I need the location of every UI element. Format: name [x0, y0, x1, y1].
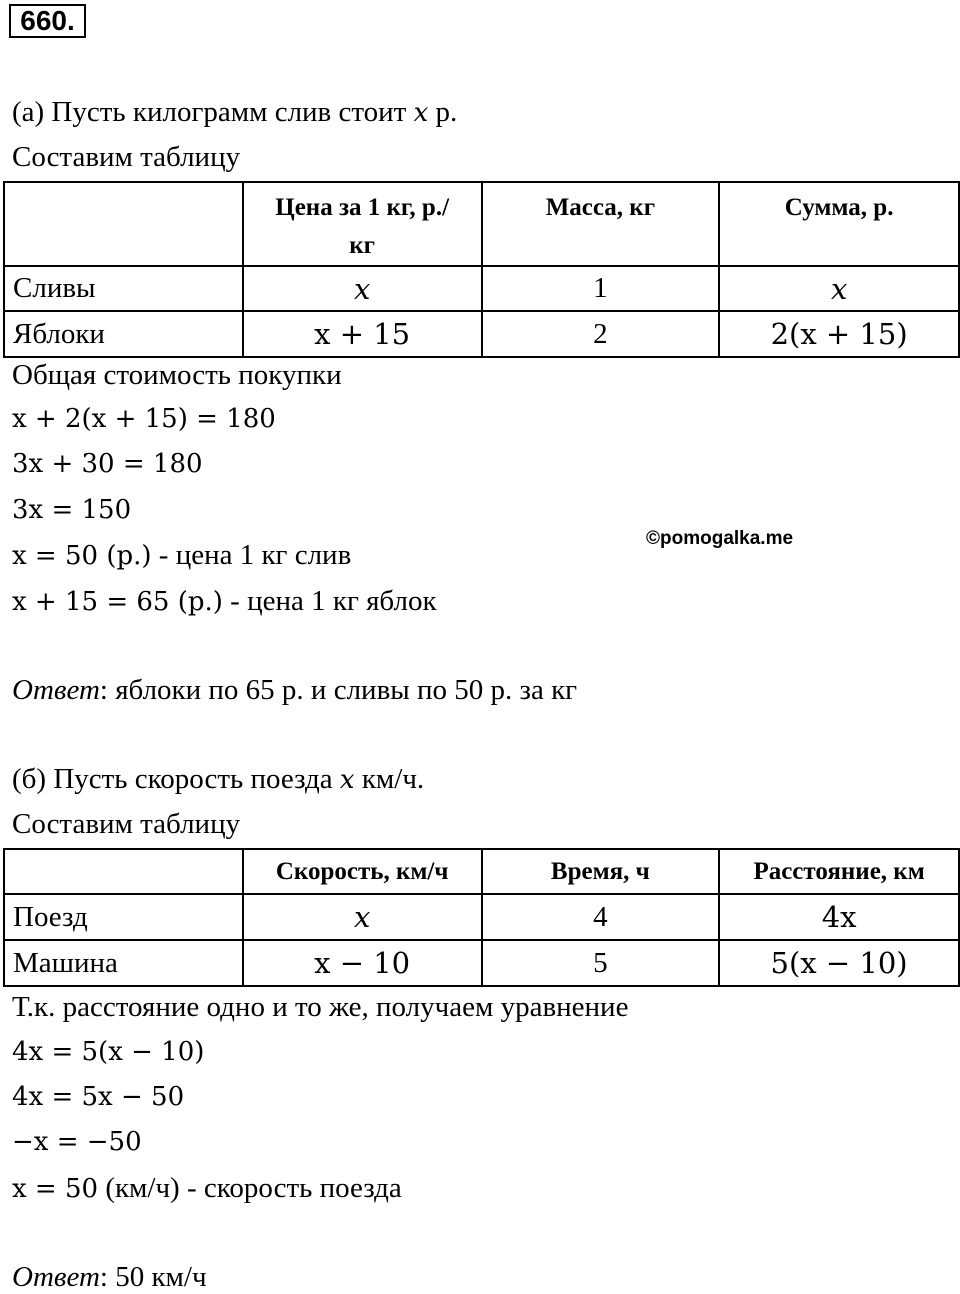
header-cell [4, 182, 243, 266]
table-cell: x + 15 [243, 311, 482, 357]
header-cell: Скорость, км/ч [243, 849, 482, 894]
equation: x + 2(x + 15) = 180 [12, 404, 276, 434]
row-label: Яблоки [4, 311, 243, 357]
part-b-after-table: Т.к. расстояние одно и то же, получаем уравнение [12, 991, 629, 1023]
table-row [4, 266, 959, 311]
row-label: Поезд [4, 894, 243, 940]
table-header-row [4, 182, 959, 266]
result-line: x = 50 (р.) - цена 1 кг слив [12, 539, 352, 571]
table-cell: 1 [482, 266, 720, 311]
var-x: x [339, 765, 355, 795]
part-a-intro: (а) Пусть килограмм слив стоит x р. [12, 96, 458, 128]
watermark: ©pomogalka.me [646, 528, 794, 549]
header-cell: Цена за 1 кг, р./кг [243, 182, 482, 266]
problem-number: 660. [9, 4, 86, 38]
part-a-answer: Ответ: яблоки по 65 р. и сливы по 50 р. за кг [12, 674, 578, 706]
part-a-table-intro: Составим таблицу [12, 141, 241, 173]
header-cell: Расстояние, км [719, 849, 959, 894]
table-row [4, 894, 959, 940]
header-cell: Время, ч [482, 849, 720, 894]
table-cell: x [243, 266, 482, 311]
equation: 4x = 5x − 50 [12, 1082, 185, 1112]
table-cell: 4x [719, 894, 959, 940]
table-row [4, 311, 959, 357]
table-cell: 5(x − 10) [719, 940, 959, 986]
result-line: x + 15 = 65 (р.) - цена 1 кг яблок [12, 585, 437, 617]
part-b-answer: Ответ: 50 км/ч [12, 1261, 207, 1293]
speed-table [3, 848, 960, 987]
table-cell: 2(x + 15) [719, 311, 959, 357]
result-line: x = 50 (км/ч) - скорость поезда [12, 1172, 402, 1204]
table-cell: x [719, 266, 959, 311]
equation: 3x = 150 [12, 495, 132, 525]
table-cell: x − 10 [243, 940, 482, 986]
header-cell [4, 849, 243, 894]
var-x: x [413, 98, 429, 128]
header-cell: Сумма, р. [719, 182, 959, 266]
table-header-row [4, 849, 959, 894]
equation: 4x = 5(x − 10) [12, 1037, 205, 1067]
table-cell: 5 [482, 940, 720, 986]
table-cell: 4 [482, 894, 720, 940]
part-b-intro: (б) Пусть скорость поезда x км/ч. [12, 763, 425, 795]
prices-table [3, 181, 960, 358]
row-label: Сливы [4, 266, 243, 311]
header-cell: Масса, кг [482, 182, 720, 266]
table-cell: 2 [482, 311, 720, 357]
part-a-after-table: Общая стоимость покупки [12, 359, 342, 391]
row-label: Машина [4, 940, 243, 986]
part-b-table-intro: Составим таблицу [12, 808, 241, 840]
equation: 3x + 30 = 180 [12, 449, 203, 479]
table-row [4, 940, 959, 986]
table-cell: x [243, 894, 482, 940]
equation: −x = −50 [12, 1127, 142, 1157]
